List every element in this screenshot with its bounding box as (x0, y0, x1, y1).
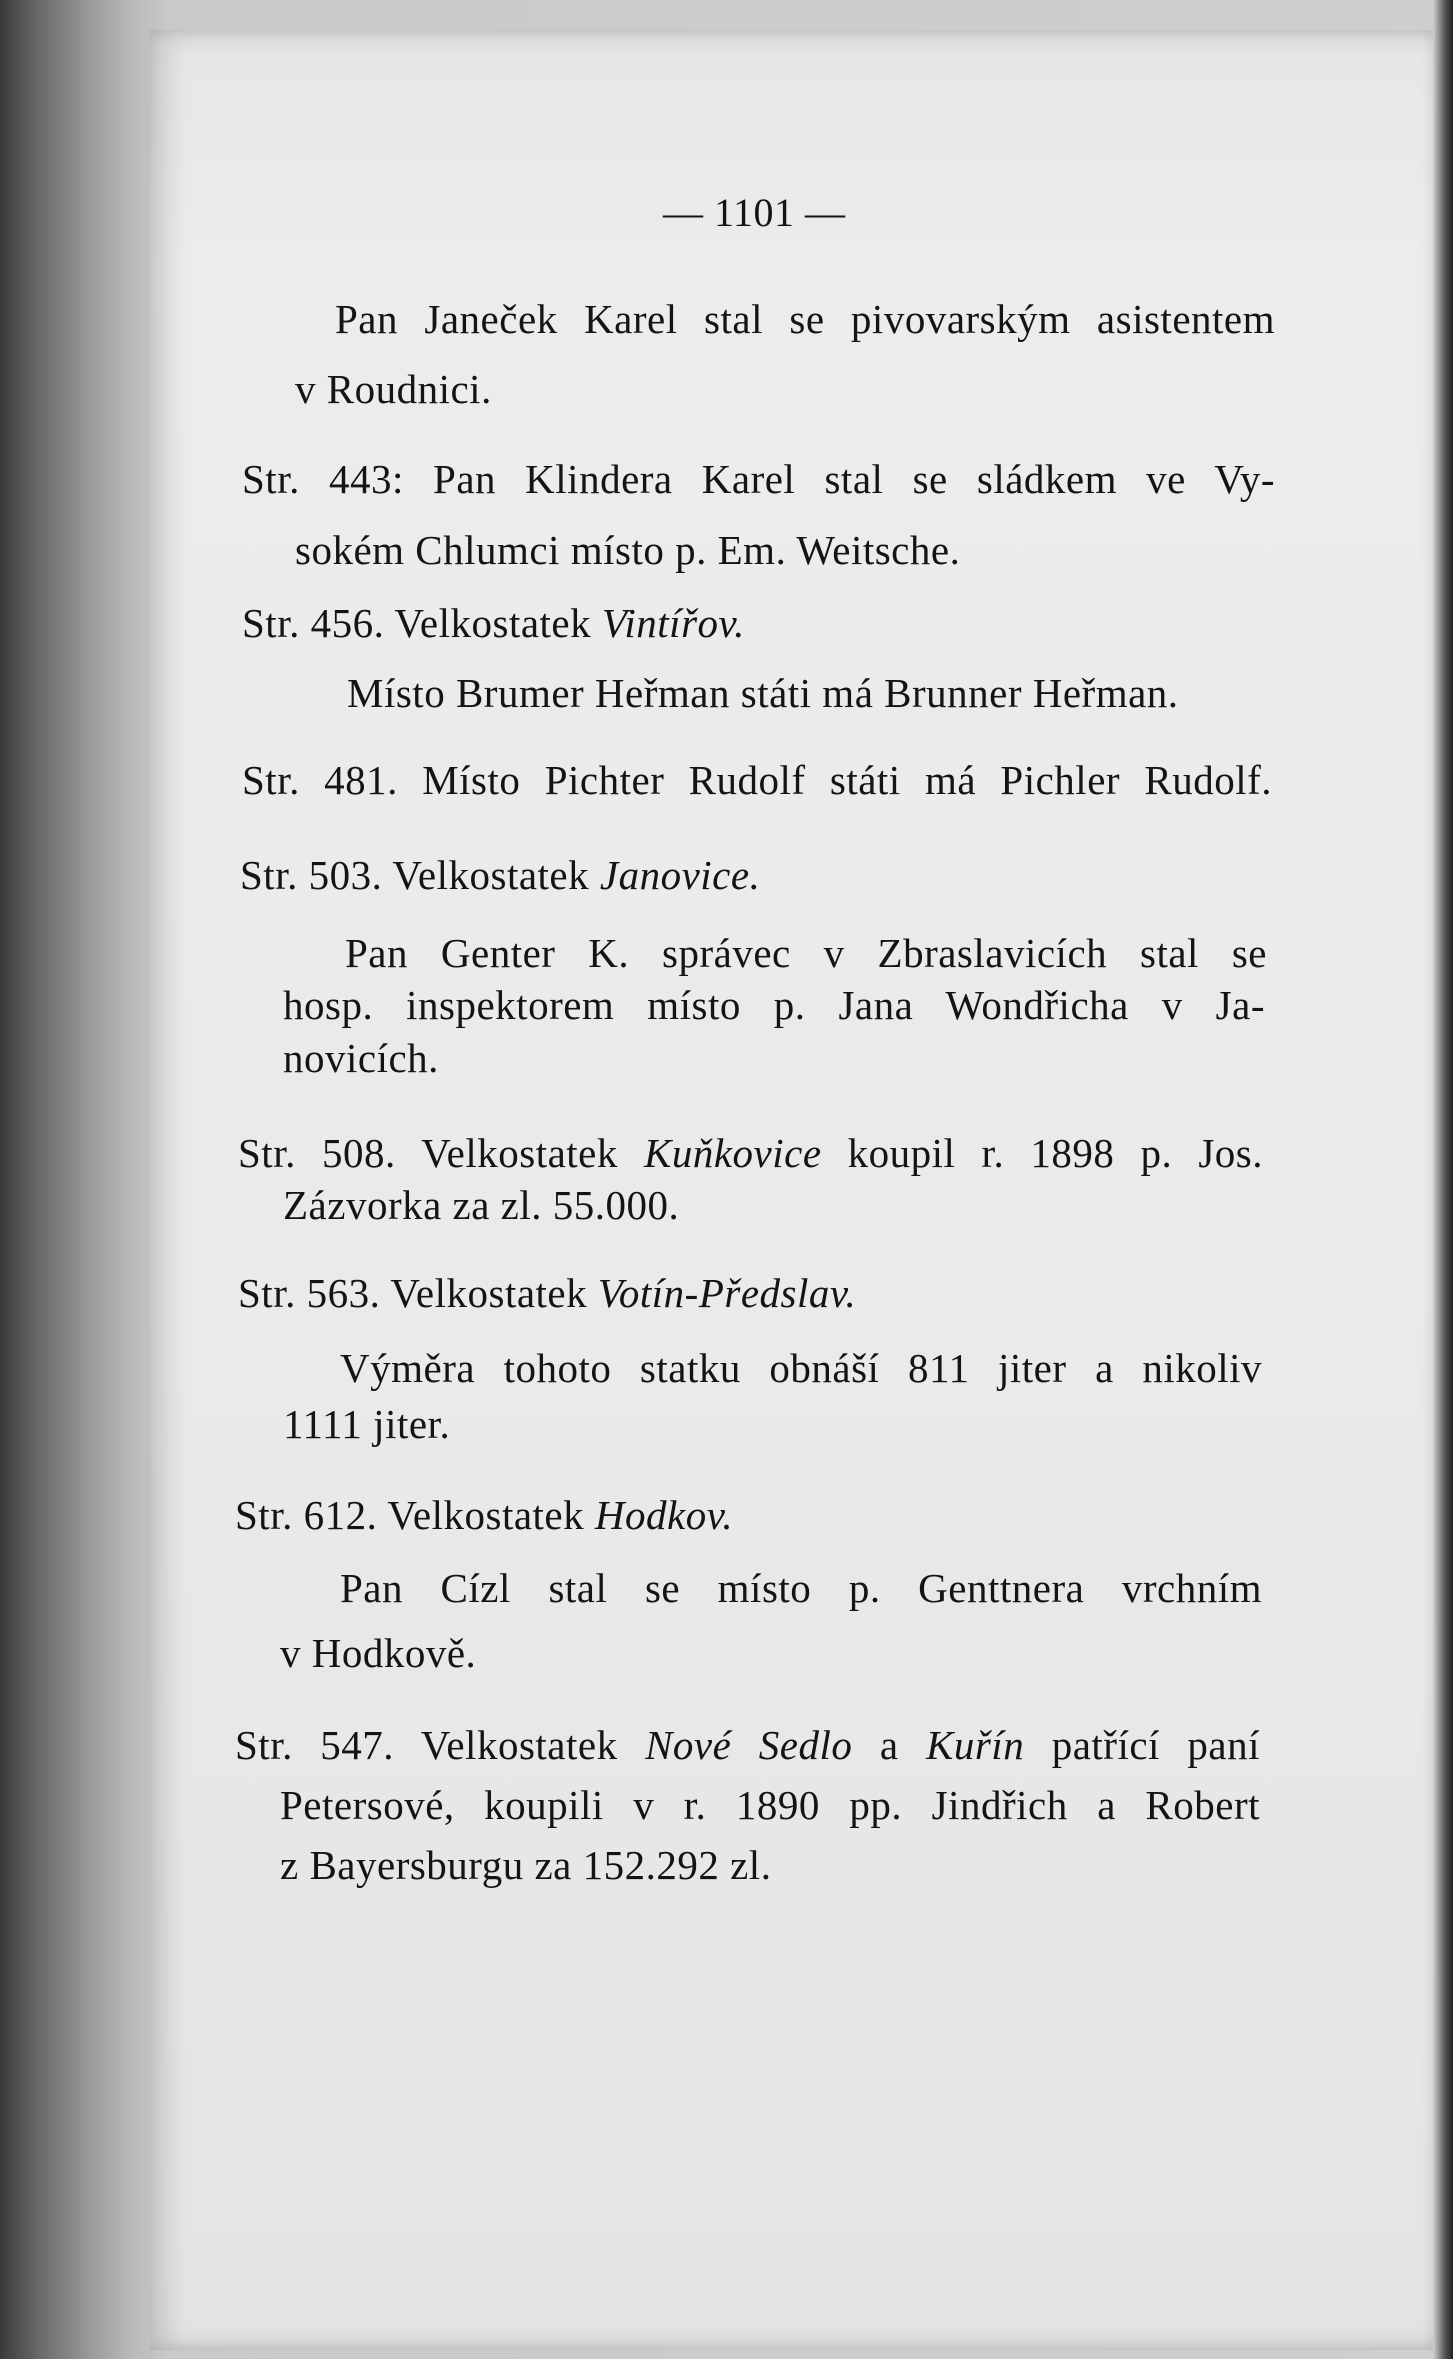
text-line (345, 930, 1267, 976)
italic-text: Kuňkovice (644, 1130, 822, 1176)
italic-text: Vintířov. (601, 600, 745, 646)
text-fragment: Pan Genter K. správec v Zbraslavicích stal se (345, 930, 1267, 976)
text-line (238, 1130, 1263, 1176)
text-fragment: 1111 jiter. (283, 1401, 451, 1447)
text-line (242, 456, 1275, 502)
text-line (340, 1565, 1262, 1611)
text-line (283, 982, 1265, 1028)
text-fragment: Petersové, koupili v r. 1890 pp. Jindřich a Robert (280, 1782, 1260, 1828)
text-fragment: sokém Chlumci místo p. Em. Weitsche. (295, 527, 961, 573)
text-fragment: koupil r. 1898 p. Jos. (821, 1130, 1263, 1176)
text-fragment: Str. 503. Velkostatek (240, 852, 600, 898)
text-line (235, 1492, 734, 1538)
text-fragment: novicích. (283, 1035, 439, 1081)
text-line (242, 600, 745, 646)
page-edge-shadow (1433, 0, 1453, 2359)
text-line (340, 1345, 1262, 1391)
text-fragment: hosp. inspektorem místo p. Jana Wondřicha v Ja- (283, 982, 1265, 1028)
text-line (347, 670, 1179, 716)
text-fragment: Str. 563. Velkostatek (238, 1270, 598, 1316)
text-fragment: Výměra tohoto statku obnáší 811 jiter a nikoliv (340, 1345, 1262, 1391)
text-fragment: Str. 612. Velkostatek (235, 1492, 595, 1538)
text-fragment: Str. 443: Pan Klindera Karel stal se sládkem ve Vy- (242, 456, 1275, 502)
text-fragment: v Hodkově. (280, 1630, 477, 1676)
text-line (280, 1842, 772, 1888)
text-fragment: Str. 456. Velkostatek (242, 600, 602, 646)
text-line (238, 1270, 857, 1316)
italic-text: Kuřín (926, 1722, 1025, 1768)
text-line (295, 527, 961, 573)
page-number: — 1101 — (663, 190, 846, 235)
text-fragment: Str. 481. Místo Pichter Rudolf státi má Pichler Rudolf. (242, 757, 1272, 803)
text-line (242, 757, 1272, 803)
text-line (235, 1722, 1260, 1768)
text-fragment: Zázvorka za zl. 55.000. (283, 1182, 680, 1228)
text-line (280, 1630, 477, 1676)
text-fragment: v Roudnici. (295, 366, 492, 412)
text-fragment: Místo Brumer Heřman státi má Brunner Heřman. (347, 670, 1179, 716)
italic-text: Votín-Předslav. (597, 1270, 857, 1316)
italic-text: Hodkov. (594, 1492, 734, 1538)
text-line (283, 1035, 439, 1081)
text-fragment: patřící paní (1024, 1722, 1260, 1768)
text-fragment: a (852, 1722, 927, 1768)
text-fragment: z Bayersburgu za 152.292 zl. (280, 1842, 772, 1888)
italic-text: Janovice. (599, 852, 761, 898)
text-line (335, 296, 1275, 342)
text-line (280, 1782, 1260, 1828)
text-fragment: Pan Cízl stal se místo p. Genttnera vrchním (340, 1565, 1262, 1611)
text-line (295, 366, 492, 412)
text-fragment: Str. 547. Velkostatek (235, 1722, 646, 1768)
text-line (240, 852, 761, 898)
text-line (283, 1182, 680, 1228)
italic-text: Nové Sedlo (645, 1722, 853, 1768)
text-line (283, 1401, 451, 1447)
text-fragment: Str. 508. Velkostatek (238, 1130, 644, 1176)
text-fragment: Pan Janeček Karel stal se pivovarským asistentem (335, 296, 1275, 342)
